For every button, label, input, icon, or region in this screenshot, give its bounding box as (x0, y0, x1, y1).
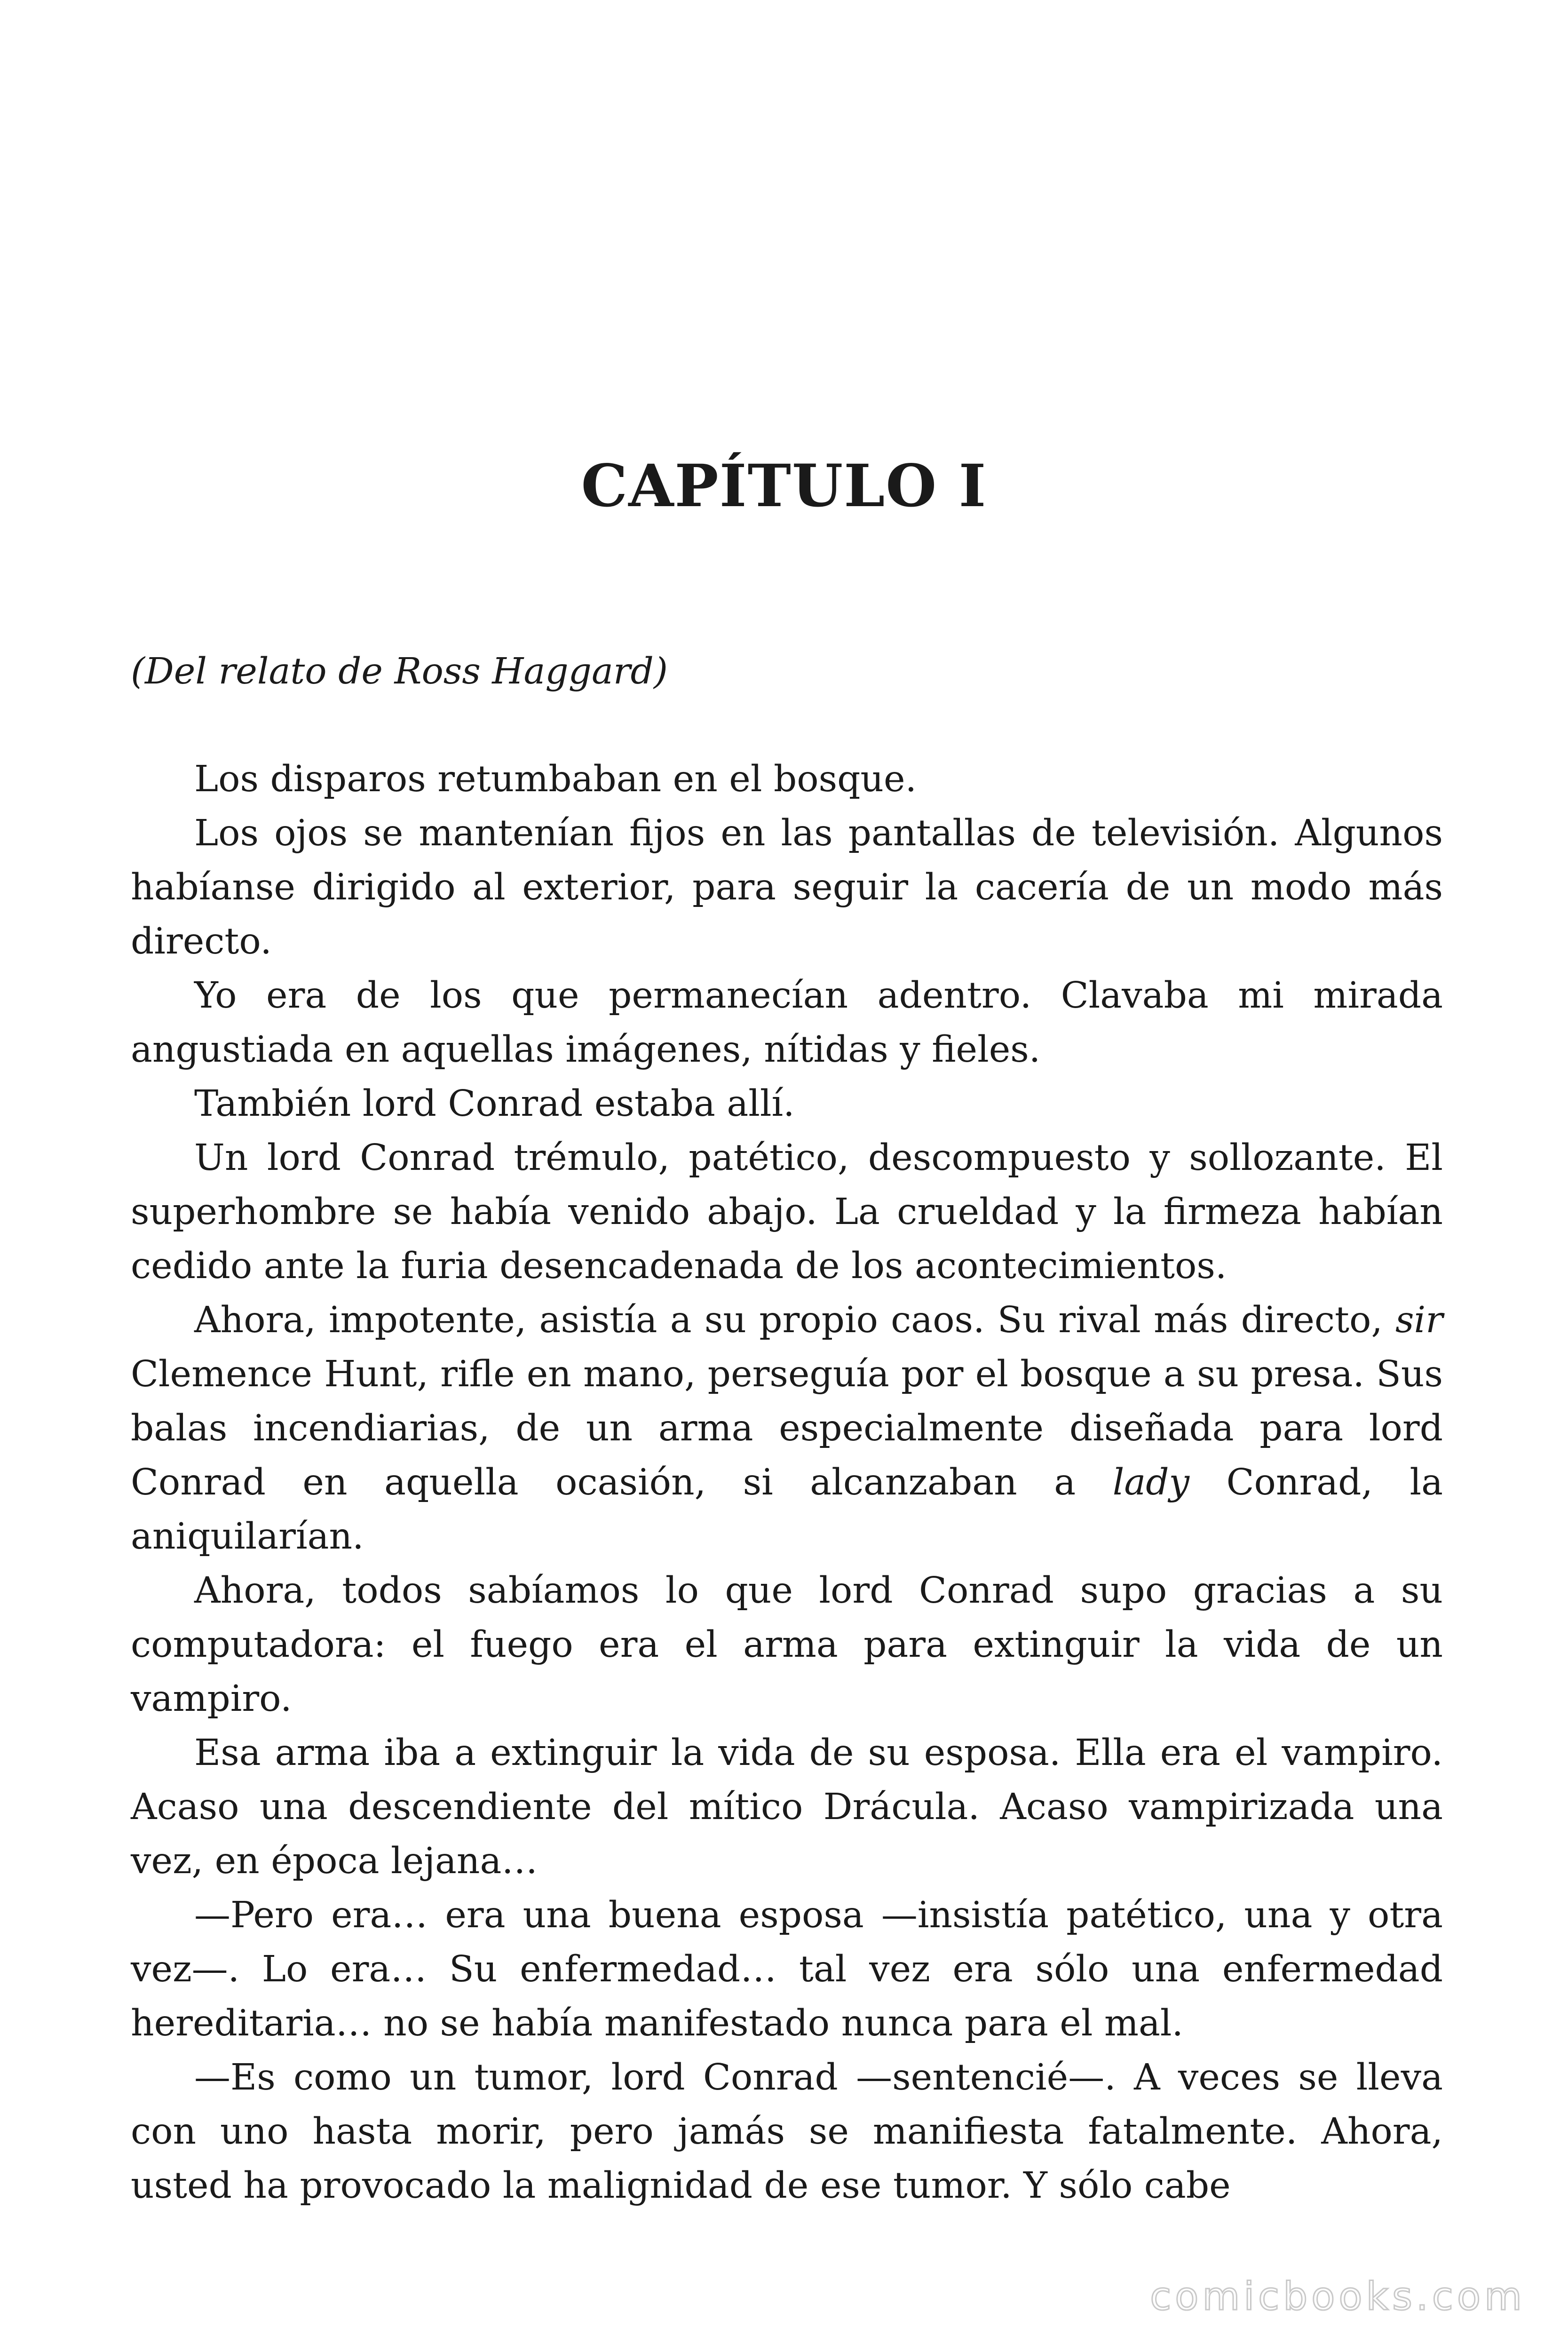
narrator-subheading: (Del relato de Ross Haggard) (131, 651, 668, 692)
paragraph-3: Yo era de los que permanecían adentro. Clavaba mi mirada angustiada en aquellas imágenes, nítidas y fieles. (131, 975, 1443, 1071)
paragraph-6-text-e: Conrad, la aniquilarían. (131, 1462, 1443, 1557)
paragraph-6-italic-sir: sir (1395, 1299, 1443, 1341)
paragraph-9: —Pero era… era una buena esposa —insistía patético, una y otra vez—. Lo era… Su enfermedad… tal vez era sólo una enfermedad hereditaria… no se había manifestado nunca para el mal. (131, 1894, 1443, 2044)
chapter-body (131, 644, 1443, 2213)
paragraph-1: Los disparos retumbaban en el bosque. (194, 758, 917, 800)
paragraph-4: También lord Conrad estaba allí. (194, 1083, 795, 1125)
paragraph-7: Ahora, todos sabíamos lo que lord Conrad supo gracias a su computadora: el fuego era el arma para extinguir la vida de un vampiro. (131, 1570, 1443, 1720)
chapter-title: CAPÍTULO I (581, 452, 987, 520)
paragraph-6 (131, 1293, 1443, 1564)
paragraph-10: —Es como un tumor, lord Conrad —sentencié—. A veces se lleva con uno hasta morir, pero jamás se manifiesta fatalmente. Ahora, usted ha provocado la malignidad de ese tumor. Y sólo cabe (131, 2057, 1443, 2207)
paragraph-8: Esa arma iba a extinguir la vida de su esposa. Ella era el vampiro. Acaso una descendiente del mítico Drácula. Acaso vampirizada una vez, en época lejana… (131, 1732, 1443, 1882)
paragraph-6-italic-lady: lady (1112, 1462, 1190, 1503)
paragraph-2: Los ojos se mantenían fijos en las pantallas de televisión. Algunos habíanse dirigido al exterior, para seguir la cacería de un modo más directo. (131, 812, 1443, 962)
site-watermark: comicbooks.com (1150, 2274, 1526, 2319)
paragraph-6-text-a: Ahora, impotente, asistía a su propio caos. Su rival más directo, (194, 1299, 1383, 1341)
paragraph-5: Un lord Conrad trémulo, patético, descompuesto y sollozante. El superhombre se había venido abajo. La crueldad y la firmeza habían cedido ante la furia desencadenada de los acontecimientos. (131, 1137, 1443, 1287)
paragraph-6-text-c: Clemence Hunt, rifle en mano, perseguía por el bosque a su presa. Sus balas incendiarias, de un arma especialmente diseñada para lord Conrad en aquella ocasión, si alcanzaban a (131, 1353, 1443, 1503)
